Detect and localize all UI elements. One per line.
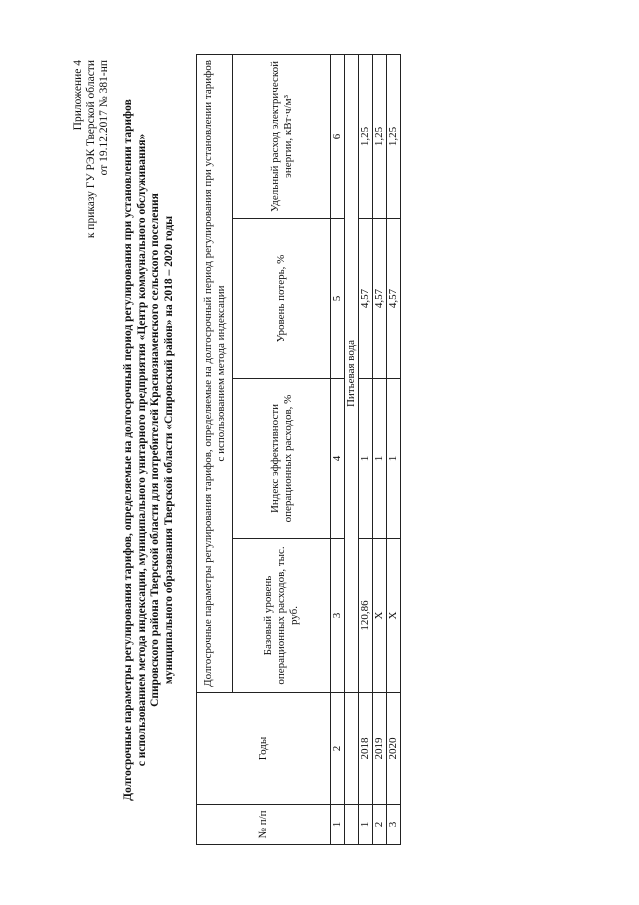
row-energy-consumption: 1,25: [373, 54, 387, 218]
header-years: Годы: [197, 693, 331, 805]
column-number: 4: [331, 379, 345, 539]
header-num: № п/п: [197, 805, 331, 845]
column-number: 3: [331, 539, 345, 693]
row-loss-level: 4,57: [373, 219, 387, 379]
appendix-order-date: от 19.12.2017 № 381-нп: [98, 60, 110, 176]
header-group: Долгосрочные параметры регулирования тарифов, определяемые на долгосрочный период регулирования при установлении тарифов с использованием метода индексации: [197, 54, 233, 692]
row-loss-level: 4,57: [359, 219, 373, 379]
row-loss-level: 4,57: [387, 219, 401, 379]
header-efficiency-index: Индекс эффективности операционных расходов, %: [233, 379, 331, 539]
section-label: Питьевая вода: [345, 54, 359, 692]
row-efficiency-index: 1: [373, 379, 387, 539]
row-num: 1: [359, 805, 373, 845]
row-energy-consumption: 1,25: [359, 54, 373, 218]
row-num: 3: [387, 805, 401, 845]
appendix-order-ref: к приказу ГУ РЭК Тверской области: [85, 60, 97, 239]
header-energy-consumption: Удельный расход электрической энергии, кВт·ч/м³: [233, 54, 331, 218]
row-energy-consumption: 1,25: [387, 54, 401, 218]
row-base-opex: Х: [373, 539, 387, 693]
title-line-1: Долгосрочные параметры регулирования тарифов, определяемые на долгосрочный период регулирования при установлении тарифов: [122, 99, 134, 801]
table-header-row: [197, 54, 233, 844]
column-number: 1: [331, 805, 345, 845]
section-row: [345, 54, 359, 844]
column-number: 2: [331, 693, 345, 805]
title-line-2: с использованием метода индексации, муниципального унитарного предприятия «Центр коммунального обслуживания»: [135, 133, 148, 767]
header-base-opex: Базовый уровень операционных расходов, тыс. руб.: [233, 539, 331, 693]
appendix-number: Приложение 4: [72, 60, 84, 131]
row-year: 2020: [387, 693, 401, 805]
row-base-opex: Х: [387, 539, 401, 693]
table-row: [373, 54, 387, 844]
row-efficiency-index: 1: [359, 379, 373, 539]
tariff-parameters-table: [196, 54, 401, 845]
column-number: 6: [331, 54, 345, 218]
title-line-4: муниципального образования Тверской области «Спировский район» на 2018 – 2020 годы: [162, 215, 175, 685]
row-efficiency-index: 1: [387, 379, 401, 539]
row-year: 2019: [373, 693, 387, 805]
appendix-reference: [72, 60, 111, 238]
header-loss-level: Уровень потерь, %: [233, 219, 331, 379]
column-number: 5: [331, 219, 345, 379]
document-title: [122, 55, 176, 845]
table-row: [387, 54, 401, 844]
title-line-3: Спировского района Тверской области для потребителей Краснознаменского сельского поселения: [149, 193, 161, 707]
table-row: [359, 54, 373, 844]
column-number-row: [331, 54, 345, 844]
section-empty-cell: [345, 693, 359, 805]
row-year: 2018: [359, 693, 373, 805]
row-num: 2: [373, 805, 387, 845]
row-base-opex: 120,86: [359, 539, 373, 693]
section-empty-cell: [345, 805, 359, 845]
